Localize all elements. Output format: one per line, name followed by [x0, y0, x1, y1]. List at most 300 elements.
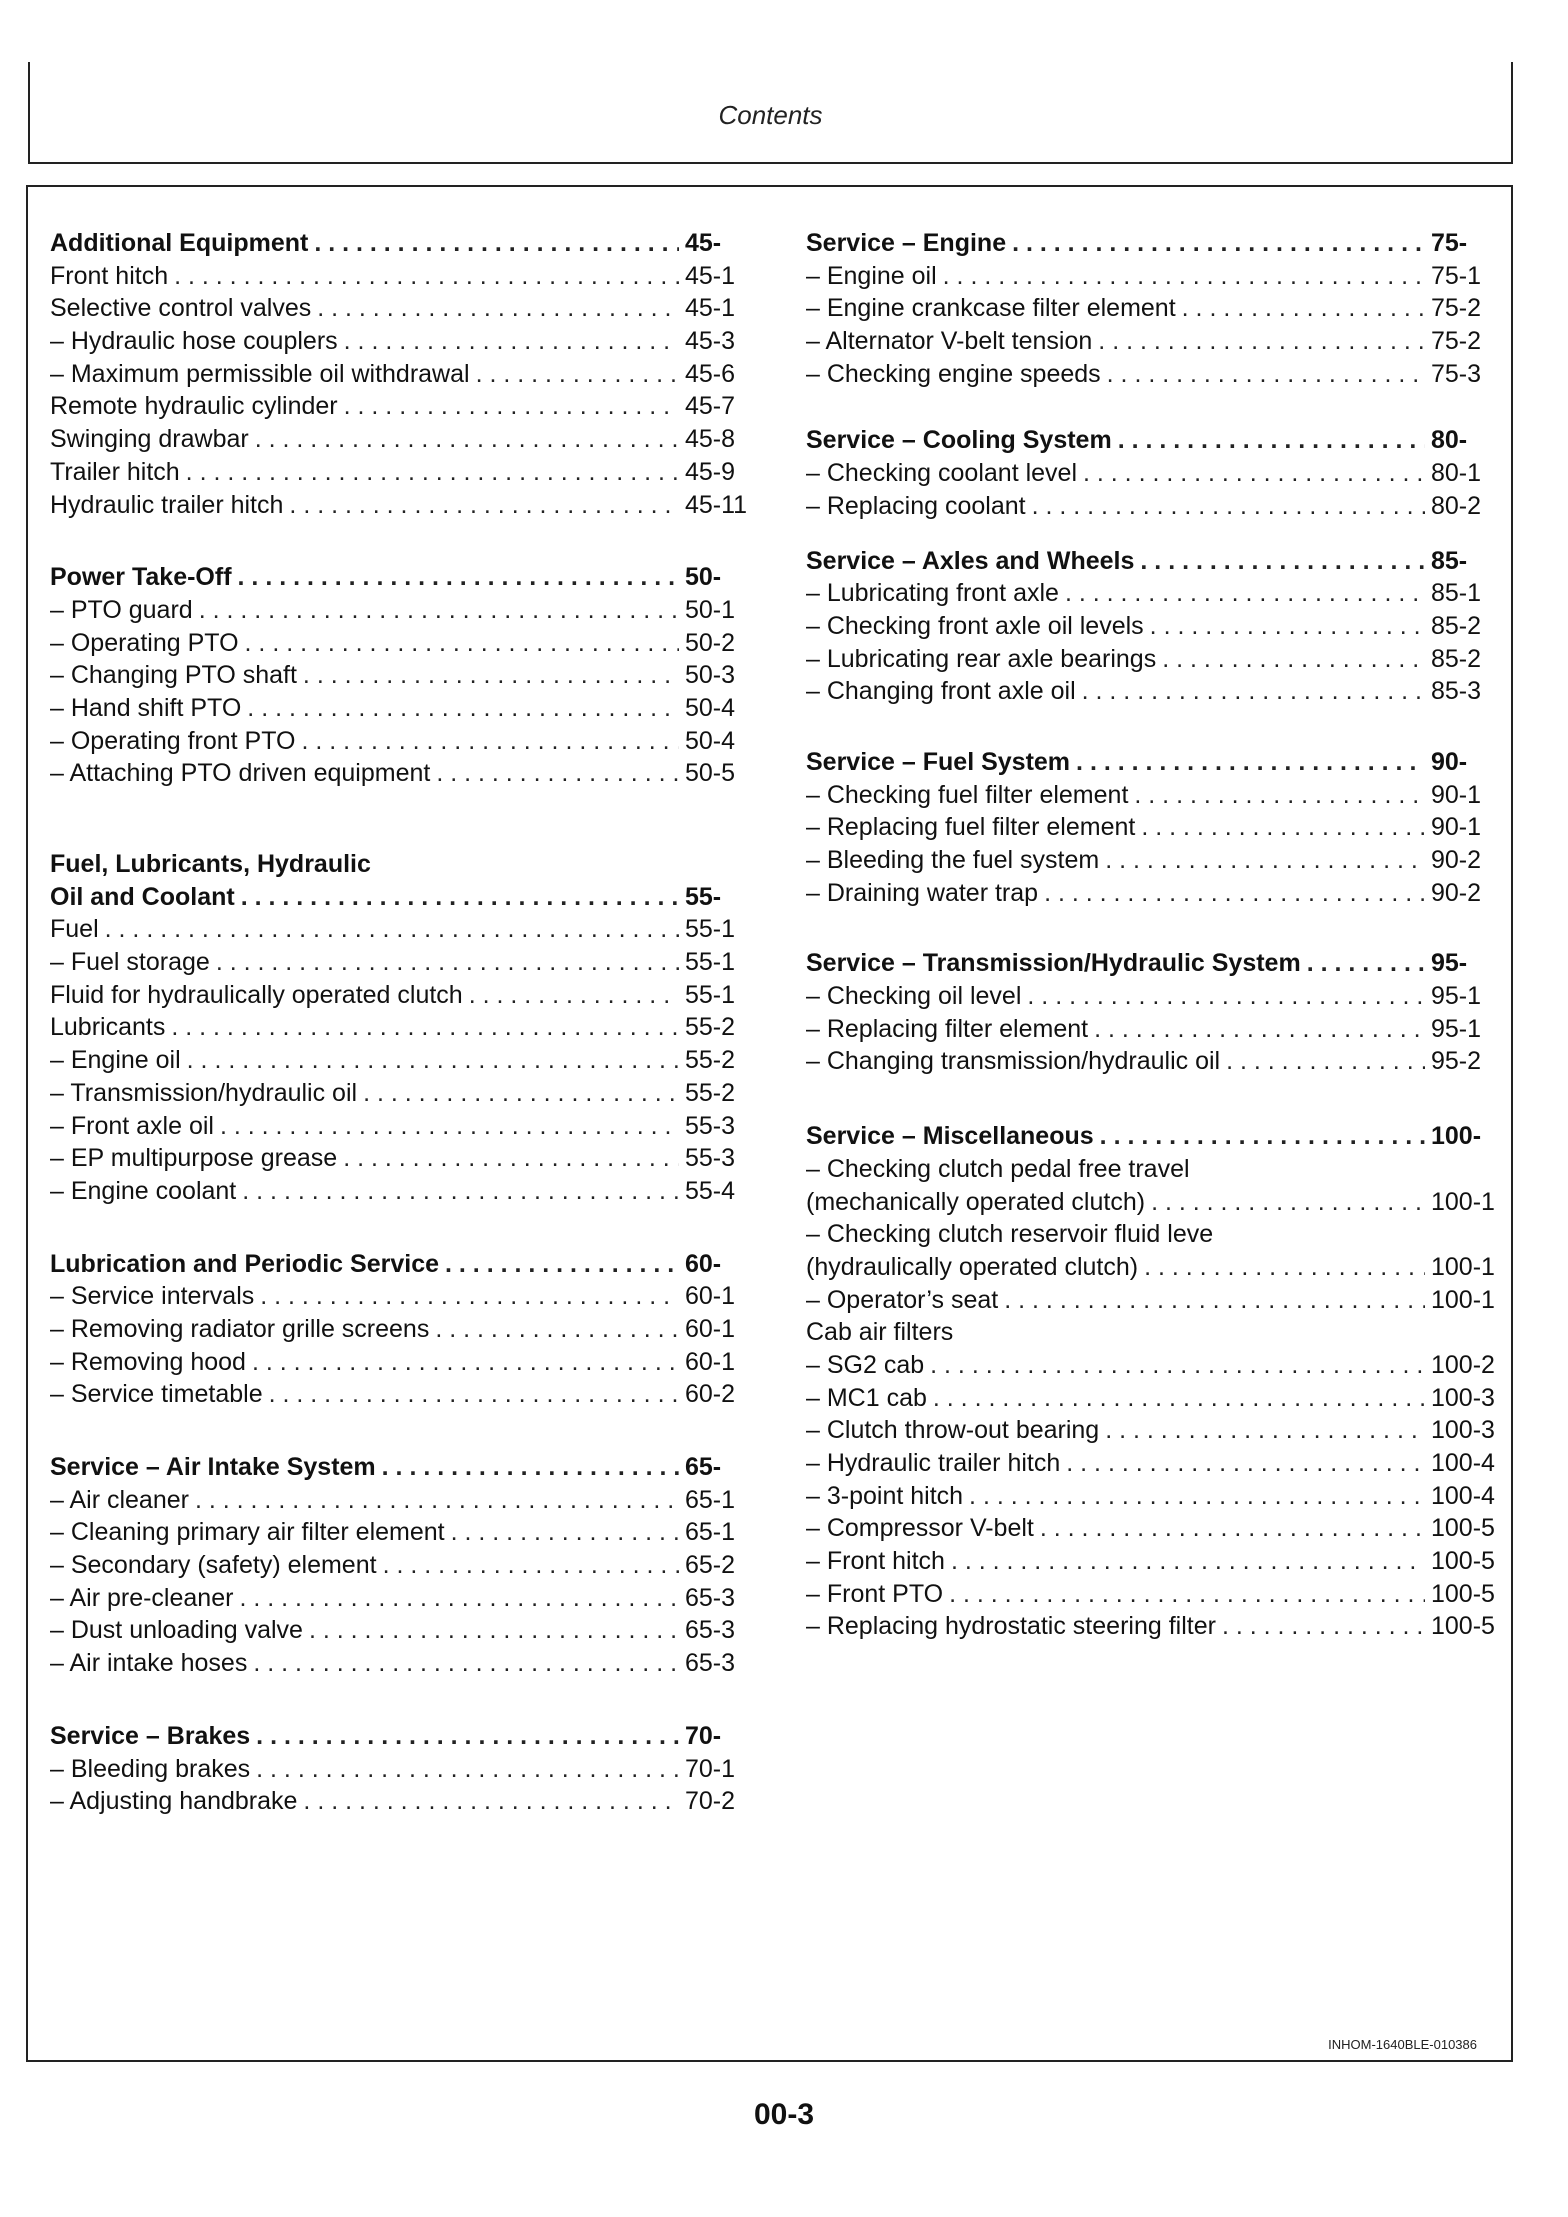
toc-entry-label: – Checking fuel filter element — [806, 780, 1129, 809]
toc-page-number: 100-5 — [1431, 1514, 1495, 1543]
toc-entry — [806, 325, 1503, 358]
toc-page-number: 65-1 — [685, 1485, 736, 1514]
toc-entry — [806, 1218, 1503, 1251]
dot-leader — [1151, 1186, 1425, 1219]
toc-entry-label: Service – Engine — [806, 229, 1007, 257]
toc-page-number: 85-2 — [1431, 611, 1482, 640]
dot-leader — [445, 1248, 679, 1281]
toc-section-heading — [806, 947, 1503, 980]
dot-leader — [317, 292, 679, 325]
toc-page-number: 50-3 — [685, 661, 736, 690]
dot-leader — [930, 1349, 1425, 1382]
toc-entry — [806, 1610, 1503, 1643]
toc-entry-label: Fuel — [50, 915, 99, 944]
toc-entry — [806, 260, 1503, 293]
dot-leader — [1222, 1610, 1425, 1643]
toc-section — [806, 1120, 1503, 1643]
toc-page-number: 90-2 — [1431, 878, 1482, 907]
toc-entry — [50, 1516, 755, 1549]
toc-entry-label: – Operator’s seat — [806, 1285, 999, 1314]
toc-page-number: 55-1 — [685, 980, 736, 1009]
toc-page-number: 100-5 — [1431, 1579, 1495, 1608]
toc-entry — [806, 292, 1503, 325]
left-column — [50, 227, 755, 1818]
toc-page-number: 55-1 — [685, 948, 736, 977]
dot-leader — [1105, 1414, 1425, 1447]
toc-page-number: 100-5 — [1431, 1612, 1495, 1641]
toc-page-number: 60-2 — [685, 1380, 736, 1409]
toc-entry-label: – Front axle oil — [50, 1111, 214, 1140]
dot-leader — [1162, 643, 1425, 676]
toc-section-heading — [50, 1248, 755, 1281]
dot-leader — [435, 1313, 679, 1346]
toc-entry — [50, 260, 755, 293]
document-code: INHOM-1640BLE-010386 — [1328, 2037, 1477, 2052]
dot-leader — [451, 1516, 679, 1549]
toc-section-heading — [50, 561, 755, 594]
toc-page-number: 95-1 — [1431, 1014, 1482, 1043]
dot-leader — [187, 1044, 679, 1077]
toc-entry-label: – Engine oil — [50, 1046, 181, 1075]
toc-entry-label: – Changing transmission/hydraulic oil — [806, 1047, 1221, 1076]
toc-entry-label: – Air pre-cleaner — [50, 1583, 234, 1612]
dot-leader — [949, 1578, 1425, 1611]
toc-page-number: 100-5 — [1431, 1547, 1495, 1576]
dot-leader — [186, 456, 679, 489]
dot-leader — [1094, 1013, 1425, 1046]
toc-entry-label: Selective control valves — [50, 294, 312, 323]
toc-entry — [50, 423, 755, 456]
toc-entry-label: – Bleeding brakes — [50, 1754, 251, 1783]
toc-entry-label: – Draining water trap — [806, 878, 1039, 907]
toc-page-number: 90-1 — [1431, 780, 1482, 809]
toc-entry-label: Service – Air Intake System — [50, 1453, 376, 1481]
toc-page-number: 70-2 — [685, 1787, 736, 1816]
toc-section — [806, 947, 1503, 1078]
dot-leader — [302, 725, 680, 758]
toc-entry — [50, 1582, 755, 1615]
dot-leader — [238, 561, 679, 594]
toc-page-number: 100- — [1431, 1122, 1482, 1151]
toc-entry — [806, 358, 1503, 391]
toc-entry — [806, 490, 1503, 523]
toc-entry-label: – Engine crankcase filter element — [806, 294, 1176, 323]
toc-entry-label: Hydraulic trailer hitch — [50, 490, 284, 519]
toc-section — [806, 545, 1503, 708]
toc-page-number: 65-2 — [685, 1551, 736, 1580]
dot-leader — [1307, 947, 1425, 980]
toc-entry-label: Lubricants — [50, 1013, 166, 1042]
toc-page-number: 45-1 — [685, 294, 736, 323]
page-number: 00-3 — [753, 2098, 815, 2131]
toc-entry-label: – Secondary (safety) element — [50, 1551, 377, 1580]
toc-entry — [50, 1011, 755, 1044]
toc-entry — [50, 757, 755, 790]
dot-leader — [943, 260, 1425, 293]
toc-entry-label: – Bleeding the fuel system — [806, 846, 1100, 874]
toc-section — [50, 561, 755, 790]
toc-entry-label: Front hitch — [50, 261, 169, 290]
toc-entry — [50, 1044, 755, 1077]
toc-entry-label: – Engine oil — [806, 261, 937, 290]
toc-page-number: 95-2 — [1431, 1047, 1482, 1076]
toc-entry — [50, 1647, 755, 1680]
toc-page-number: 45-7 — [685, 392, 736, 421]
toc-page-number: 80-2 — [1431, 491, 1482, 520]
toc-entry — [50, 1785, 755, 1818]
toc-entry — [50, 358, 755, 391]
dot-leader — [1182, 292, 1425, 325]
toc-entry-label: Lubrication and Periodic Service — [50, 1249, 440, 1278]
toc-page-number: 80-1 — [1431, 459, 1482, 488]
toc-page-number: 70-1 — [685, 1754, 736, 1783]
toc-section-heading — [806, 545, 1503, 578]
toc-entry-label: – Operating front PTO — [50, 726, 296, 755]
toc-page-number: 90-1 — [1431, 813, 1482, 842]
toc-section — [50, 848, 755, 1208]
toc-entry — [806, 1447, 1503, 1480]
toc-section — [806, 227, 1503, 390]
toc-entry — [50, 456, 755, 489]
toc-entry-label: – Alternator V-belt tension — [806, 327, 1093, 356]
toc-entry-label: – Transmission/hydraulic oil — [50, 1078, 358, 1107]
toc-page-number: 60- — [685, 1249, 722, 1278]
toc-section — [50, 227, 755, 521]
toc-entry — [806, 1414, 1503, 1447]
toc-page-number: 85-2 — [1431, 644, 1482, 673]
dot-leader — [969, 1480, 1425, 1513]
dot-leader — [1226, 1045, 1425, 1078]
toc-entry — [50, 1753, 755, 1786]
toc-entry-label: Fluid for hydraulically operated clutch — [50, 980, 463, 1009]
toc-entry — [50, 692, 755, 725]
header-title: Contents — [718, 100, 823, 130]
toc-entry — [50, 1110, 755, 1143]
dot-leader — [303, 1785, 679, 1818]
toc-page-number: 55-3 — [685, 1144, 736, 1173]
toc-entry — [50, 1346, 755, 1379]
dot-leader — [256, 1753, 679, 1786]
toc-entry — [806, 1013, 1503, 1046]
dot-leader — [216, 946, 679, 979]
dot-leader — [1027, 980, 1425, 1013]
toc-entry-label: – Operating PTO — [50, 628, 239, 657]
toc-entry — [50, 1378, 755, 1411]
toc-entry — [50, 1175, 755, 1208]
toc-entry — [50, 1142, 755, 1175]
dot-leader — [1141, 811, 1425, 844]
toc-page-number: 45-9 — [685, 457, 736, 486]
toc-entry-label: – Fuel storage — [50, 948, 210, 977]
toc-page-number: 55-4 — [685, 1176, 736, 1205]
toc-page-number: 100-1 — [1431, 1252, 1495, 1281]
toc-entry — [806, 1512, 1503, 1545]
toc-entry-label: Service – Transmission/Hydraulic System — [806, 949, 1301, 978]
toc-page-number: 50-2 — [685, 628, 736, 657]
toc-entry — [50, 1614, 755, 1647]
toc-section-heading — [50, 881, 755, 914]
toc-entry — [50, 979, 755, 1012]
dot-leader — [239, 1582, 679, 1615]
toc-section-heading — [50, 848, 755, 881]
dot-leader — [1082, 675, 1425, 708]
toc-page-number: 50-1 — [685, 595, 736, 624]
toc-entry-label: – Replacing coolant — [806, 491, 1026, 520]
toc-entry — [50, 1077, 755, 1110]
toc-entry — [50, 659, 755, 692]
toc-entry-label: Swinging drawbar — [50, 425, 249, 454]
toc-section-heading — [50, 227, 755, 260]
toc-entry-label: – Clutch throw-out bearing — [806, 1416, 1100, 1445]
dot-leader — [253, 1647, 679, 1680]
toc-entry-label: – EP multipurpose grease — [50, 1144, 338, 1173]
toc-page-number: 75-3 — [1431, 359, 1482, 388]
dot-leader — [220, 1110, 679, 1143]
dot-leader — [436, 757, 679, 790]
toc-entry-label: Remote hydraulic cylinder — [50, 392, 338, 421]
toc-page-number: 65-3 — [685, 1616, 736, 1645]
toc-entry — [806, 1578, 1503, 1611]
toc-page-number: 60-1 — [685, 1314, 736, 1343]
toc-entry — [50, 1549, 755, 1582]
toc-entry — [806, 877, 1503, 910]
dot-leader — [105, 913, 679, 946]
toc-entry-label: – Hydraulic trailer hitch — [806, 1449, 1061, 1477]
toc-entry — [806, 980, 1503, 1013]
toc-entry — [50, 1484, 755, 1517]
dot-leader — [1105, 844, 1425, 877]
dot-leader — [1076, 746, 1425, 779]
toc-section-heading — [50, 1451, 755, 1484]
toc-page-number: 100-1 — [1431, 1187, 1495, 1216]
toc-entry — [806, 643, 1503, 676]
toc-entry — [50, 725, 755, 758]
toc-page-number: 55-2 — [685, 1013, 736, 1042]
dot-leader — [242, 1175, 679, 1208]
toc-page-number: 95-1 — [1431, 982, 1482, 1011]
toc-page-number: 55-1 — [685, 915, 736, 944]
toc-page-number: 100-1 — [1431, 1285, 1495, 1314]
toc-entry — [806, 1316, 1503, 1349]
toc-entry — [806, 1284, 1503, 1317]
toc-entry-label: – Air intake hoses — [50, 1649, 248, 1678]
toc-page-number: 45-3 — [685, 327, 736, 356]
dot-leader — [1004, 1284, 1425, 1317]
dot-leader — [174, 260, 679, 293]
dot-leader — [1140, 545, 1425, 578]
toc-entry — [806, 1545, 1503, 1578]
toc-entry — [806, 844, 1503, 877]
toc-page-number: 55-2 — [685, 1078, 736, 1107]
toc-entry-label: – Replacing filter element — [806, 1014, 1089, 1043]
toc-entry — [806, 577, 1503, 610]
dot-leader — [241, 881, 679, 914]
toc-entry-label: – Removing radiator grille screens — [50, 1314, 430, 1343]
toc-entry-label: – Checking clutch reservoir fluid leve — [806, 1220, 1214, 1249]
toc-section-heading — [50, 1720, 755, 1753]
toc-page-number: 45-1 — [685, 261, 736, 290]
dot-leader — [195, 1484, 679, 1517]
toc-page-number: 50- — [685, 563, 722, 592]
toc-entry — [806, 1349, 1503, 1382]
toc-entry — [50, 913, 755, 946]
toc-page-number: 55-3 — [685, 1111, 736, 1140]
dot-leader — [343, 1142, 679, 1175]
toc-entry-label: – Front hitch — [806, 1547, 945, 1576]
toc-entry — [806, 1251, 1503, 1284]
dot-leader — [344, 325, 679, 358]
toc-page-number: 100-4 — [1431, 1481, 1495, 1510]
contents-box — [26, 185, 1513, 2062]
toc-entry-label: – Checking oil level — [806, 982, 1022, 1011]
toc-entry — [50, 946, 755, 979]
toc-page-number: 45-11 — [685, 490, 748, 519]
toc-entry — [806, 457, 1503, 490]
toc-page-number: 65-3 — [685, 1649, 736, 1678]
toc-page-number: 100-3 — [1431, 1416, 1495, 1445]
page-header — [28, 62, 1513, 164]
dot-leader — [260, 1280, 679, 1313]
dot-leader — [1044, 877, 1425, 910]
toc-page-number: 55- — [685, 882, 722, 911]
toc-section — [806, 424, 1503, 522]
toc-page-number: 85-3 — [1431, 677, 1482, 706]
toc-entry — [806, 610, 1503, 643]
toc-entry-label: – Checking front axle oil levels — [806, 611, 1144, 640]
dot-leader — [363, 1077, 679, 1110]
dot-leader — [255, 423, 679, 456]
dot-leader — [1098, 325, 1425, 358]
toc-page-number: 65-1 — [685, 1518, 736, 1547]
toc-entry — [50, 489, 755, 522]
toc-entry-label: – Checking coolant level — [806, 459, 1077, 488]
toc-page-number: 70- — [685, 1721, 722, 1750]
toc-entry-label: – Changing front axle oil — [806, 677, 1076, 706]
dot-leader — [382, 1451, 679, 1484]
toc-page-number: 85- — [1431, 546, 1468, 575]
dot-leader — [252, 1346, 679, 1379]
toc-entry-label: – Attaching PTO driven equipment — [50, 759, 431, 788]
toc-page-number: 55-2 — [685, 1046, 736, 1075]
toc-entry-label: – Lubricating front axle — [806, 579, 1059, 608]
toc-page-number: 100-4 — [1431, 1449, 1495, 1477]
toc-entry-label: – Compressor V-belt — [806, 1514, 1034, 1543]
toc-page-number: 65-3 — [685, 1583, 736, 1612]
toc-entry-label: – Removing hood — [50, 1347, 246, 1376]
toc-entry-label: – Replacing hydrostatic steering filter — [806, 1612, 1216, 1641]
toc-entry-label: Trailer hitch — [50, 457, 180, 486]
toc-entry — [806, 1186, 1503, 1219]
toc-entry-label: – Air cleaner — [50, 1485, 189, 1514]
dot-leader — [171, 1011, 679, 1044]
toc-entry-label: – Lubricating rear axle bearings — [806, 644, 1157, 673]
dot-leader — [1134, 779, 1425, 812]
dot-leader — [1150, 610, 1425, 643]
toc-page-number: 75-2 — [1431, 294, 1482, 323]
toc-page-number: 75-2 — [1431, 327, 1482, 356]
toc-page-number: 75- — [1431, 229, 1468, 257]
toc-entry — [50, 390, 755, 423]
dot-leader — [303, 659, 679, 692]
toc-entry — [50, 325, 755, 358]
toc-section — [50, 1248, 755, 1411]
toc-entry-label: – Replacing fuel filter element — [806, 813, 1136, 842]
toc-entry-label: – Checking clutch pedal free travel — [806, 1154, 1190, 1183]
toc-page-number: 60-1 — [685, 1282, 736, 1311]
toc-entry — [50, 292, 755, 325]
toc-entry-label: (hydraulically operated clutch) — [806, 1252, 1139, 1281]
right-column — [806, 227, 1503, 1643]
toc-entry-label: – Dust unloading valve — [50, 1616, 303, 1645]
toc-entry-label: Power Take-Off — [50, 563, 232, 592]
toc-page-number: 50-5 — [685, 759, 736, 788]
toc-entry-label: – MC1 cab — [806, 1383, 927, 1412]
toc-entry — [806, 1045, 1503, 1078]
toc-entry — [806, 1153, 1503, 1186]
dot-leader — [269, 1378, 679, 1411]
toc-section-heading — [806, 746, 1503, 779]
toc-entry — [806, 779, 1503, 812]
toc-page-number: 90-2 — [1431, 846, 1482, 874]
dot-leader — [933, 1382, 1425, 1415]
toc-entry-label: Service – Brakes — [50, 1721, 251, 1750]
dot-leader — [344, 390, 679, 423]
toc-entry-label: Service – Axles and Wheels — [806, 546, 1135, 575]
toc-section — [50, 1720, 755, 1818]
dot-leader — [1100, 1120, 1425, 1153]
toc-entry-label: (mechanically operated clutch) — [806, 1187, 1146, 1216]
toc-entry-label: – 3-point hitch — [806, 1481, 964, 1510]
dot-leader — [383, 1549, 679, 1582]
dot-leader — [1065, 577, 1425, 610]
toc-entry-label: Cab air filters — [806, 1318, 954, 1347]
dot-leader — [245, 627, 679, 660]
dot-leader — [199, 594, 679, 627]
toc-entry-label: – Service intervals — [50, 1282, 255, 1311]
toc-entry-label: – Front PTO — [806, 1579, 944, 1608]
dot-leader — [951, 1545, 1425, 1578]
toc-entry — [50, 627, 755, 660]
toc-entry-label: Service – Fuel System — [806, 747, 1071, 776]
toc-page-number: 100-3 — [1431, 1383, 1495, 1412]
toc-page-number: 45-6 — [685, 359, 736, 388]
toc-page-number: 60-1 — [685, 1347, 736, 1376]
toc-page-number: 45- — [685, 229, 722, 257]
toc-page-number: 75-1 — [1431, 261, 1482, 290]
toc-entry-label: Service – Miscellaneous — [806, 1122, 1094, 1151]
toc-entry-label: – Hydraulic hose couplers — [50, 327, 338, 356]
toc-page-number: 80- — [1431, 426, 1468, 455]
dot-leader — [469, 979, 679, 1012]
toc-entry-label: – Service timetable — [50, 1380, 263, 1409]
toc-section-heading — [806, 1120, 1503, 1153]
toc-entry — [806, 675, 1503, 708]
toc-entry — [50, 1313, 755, 1346]
toc-page-number: 50-4 — [685, 693, 736, 722]
dot-leader — [1066, 1447, 1425, 1480]
toc-entry — [806, 1382, 1503, 1415]
toc-page-number: 50-4 — [685, 726, 736, 755]
toc-entry-label: – Hand shift PTO — [50, 693, 242, 722]
dot-leader — [247, 692, 679, 725]
toc-entry-label: Oil and Coolant — [50, 882, 235, 911]
toc-entry-label: Fuel, Lubricants, Hydraulic — [50, 850, 371, 878]
dot-leader — [1144, 1251, 1425, 1284]
toc-entry-label: – PTO guard — [50, 595, 193, 624]
dot-leader — [1040, 1512, 1425, 1545]
dot-leader — [1032, 490, 1425, 523]
toc-entry — [50, 1280, 755, 1313]
